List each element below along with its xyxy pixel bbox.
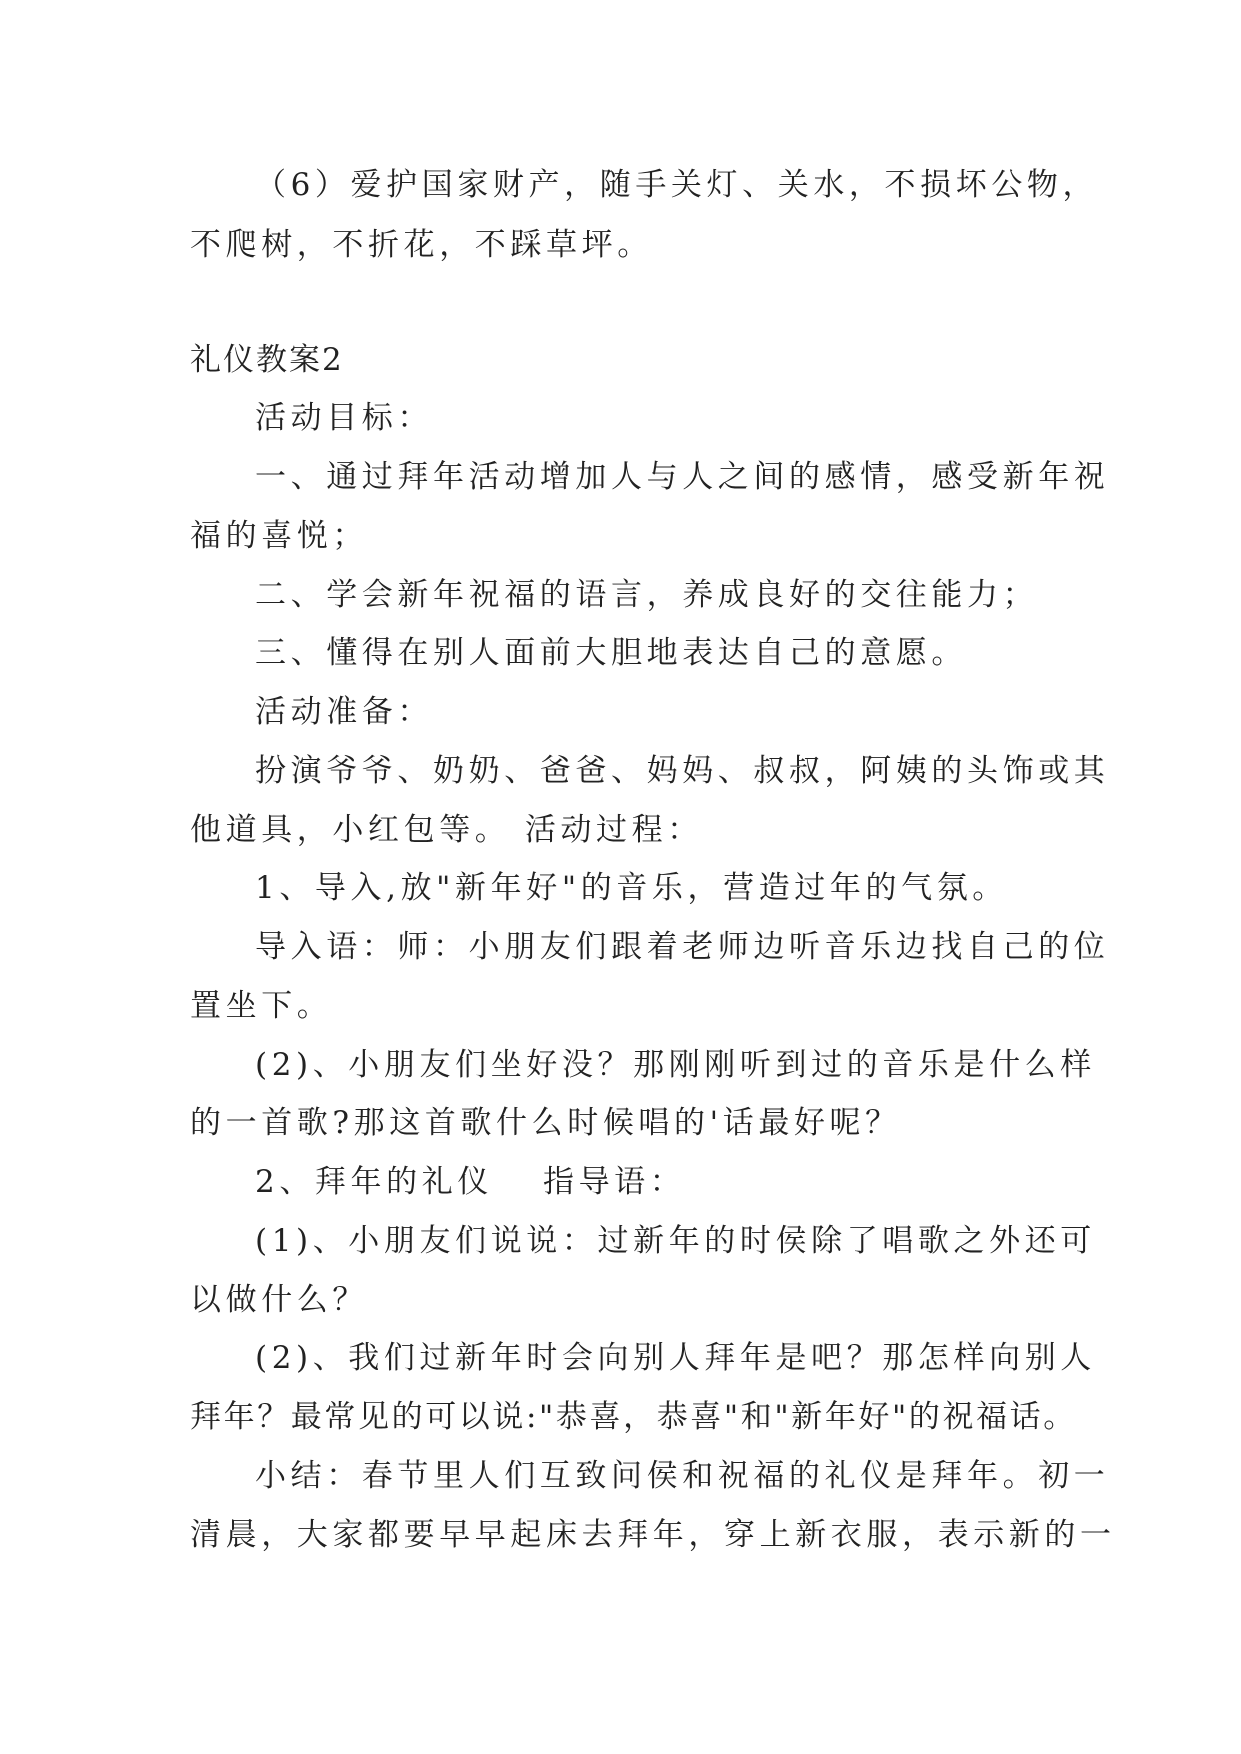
paragraph-line: 二、学会新年祝福的语言，养成良好的交往能力；: [255, 577, 1039, 613]
paragraph-line: (1)、小朋友们说说：过新年的时侯除了唱歌之外还可: [255, 1223, 1096, 1259]
paragraph-line: 他道具，小红包等。 活动过程：: [190, 812, 703, 848]
paragraph-line: 不爬树，不折花，不踩草坪。: [190, 227, 653, 263]
paragraph-line: 置坐下。: [190, 988, 333, 1024]
paragraph-line: 福的喜悦；: [190, 518, 368, 554]
paragraph-line: 1、导入,放"新年好"的音乐，营造过年的气氛。: [255, 870, 1008, 906]
paragraph-line: 拜年？最常见的可以说:"恭喜，恭喜"和"新年好"的祝福话。: [190, 1399, 1077, 1435]
paragraph-line: 扮演爷爷、奶奶、爸爸、妈妈、叔叔，阿姨的头饰或其: [255, 753, 1110, 789]
paragraph-line: 的一首歌?那这首歌什么时候唱的'话最好呢？: [190, 1105, 901, 1141]
paragraph-line: (2)、我们过新年时会向别人拜年是吧？那怎样向别人: [255, 1340, 1096, 1376]
paragraph-line: 活动准备：: [255, 694, 433, 730]
paragraph-line: 以做什么？: [190, 1282, 368, 1318]
section-heading: 礼仪教案2: [190, 342, 344, 378]
paragraph-line: 2、拜年的礼仪 指导语：: [255, 1164, 686, 1200]
paragraph-line: 活动目标：: [255, 400, 433, 436]
paragraph-line: 一、通过拜年活动增加人与人之间的感情，感受新年祝: [255, 459, 1110, 495]
paragraph-line: 小结：春节里人们互致问侯和祝福的礼仪是拜年。初一: [255, 1458, 1110, 1494]
paragraph-line: 清晨，大家都要早早起床去拜年，穿上新衣服，表示新的一: [190, 1517, 1116, 1553]
paragraph-line: 导入语：师：小朋友们跟着老师边听音乐边找自己的位: [255, 929, 1110, 965]
paragraph-line: (2)、小朋友们坐好没？那刚刚听到过的音乐是什么样: [255, 1047, 1096, 1083]
paragraph-line: 三、懂得在别人面前大胆地表达自己的意愿。: [255, 635, 967, 671]
paragraph-line: （6）爱护国家财产，随手关灯、关水，不损坏公物，: [255, 167, 1099, 203]
